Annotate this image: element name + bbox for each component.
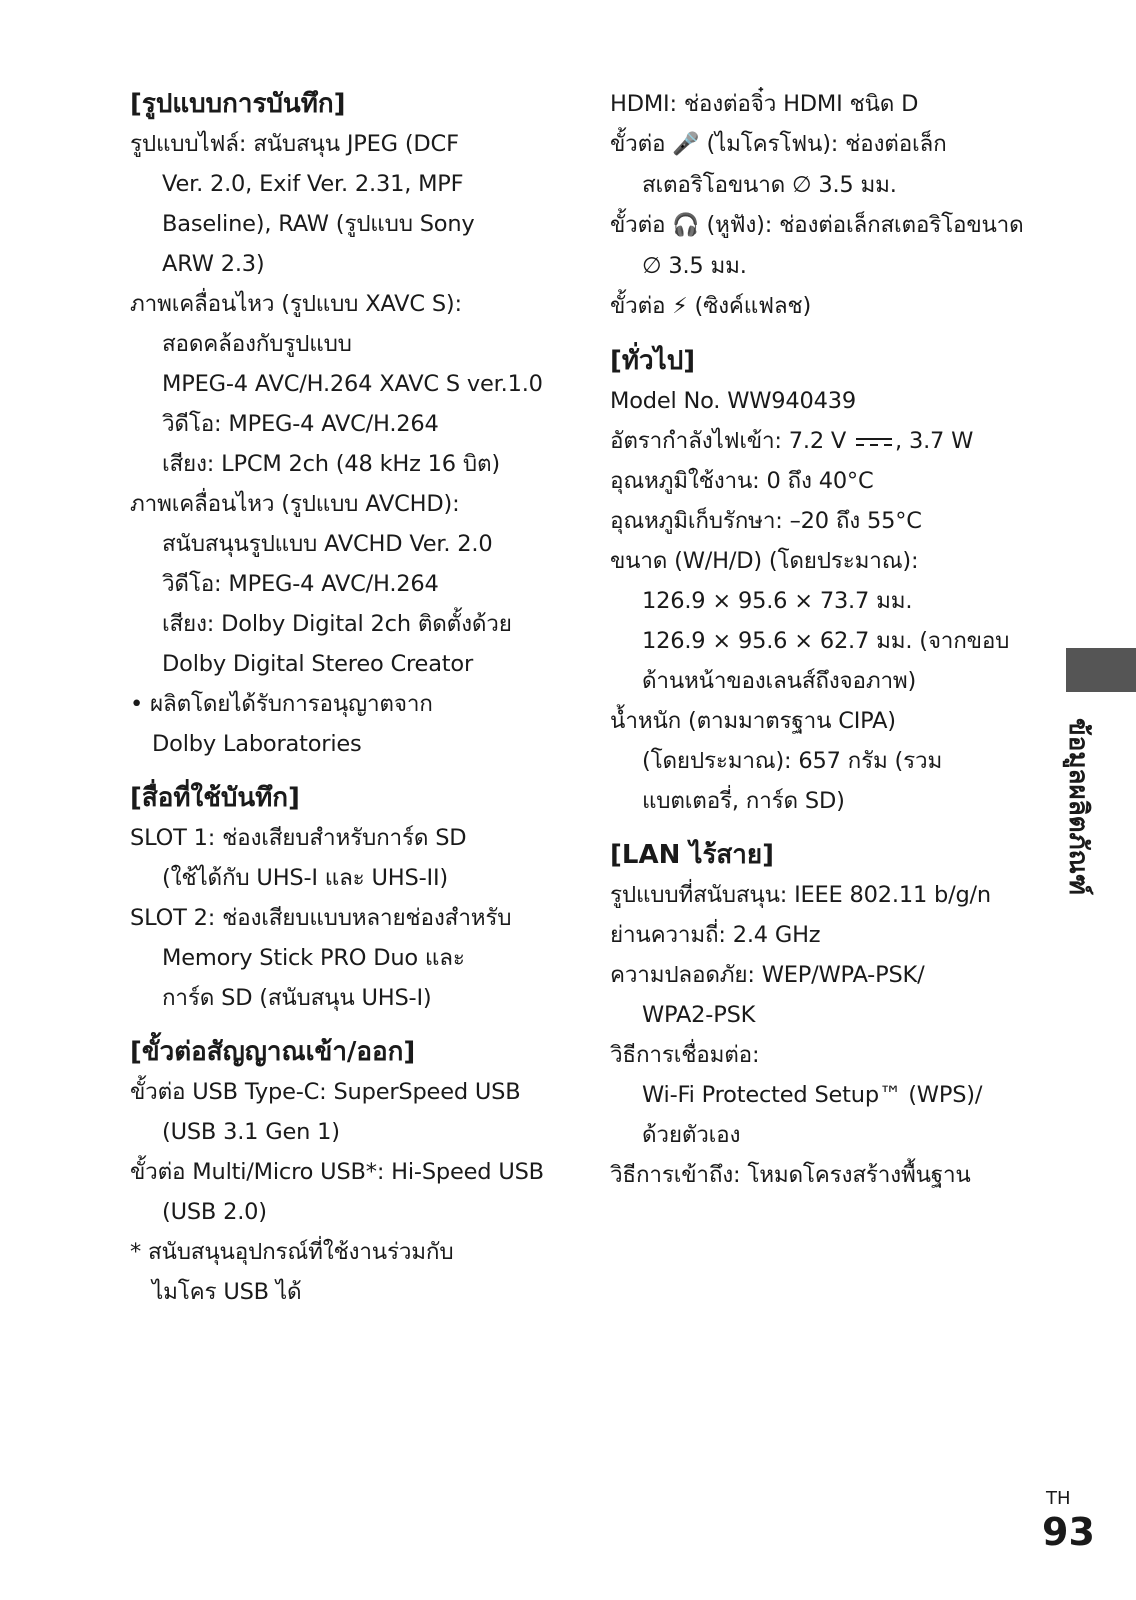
side-tab-marker bbox=[1066, 648, 1136, 692]
section-wireless-lan bbox=[610, 835, 1040, 1195]
section-heading: [รูปแบบการบันทึก] bbox=[130, 89, 346, 119]
spec-text: (หูฟัง): ช่องต่อเล็กสเตอริโอขนาด bbox=[706, 212, 1024, 238]
spec-line: ด้านหน้าของเลนส์ถึงจอภาพ) bbox=[642, 668, 917, 694]
right-column bbox=[610, 84, 1040, 1209]
section-io-terminals bbox=[130, 1032, 585, 1312]
spec-line: (ใช้ได้กับ UHS-I และ UHS-II) bbox=[162, 865, 448, 891]
spec-line: WPA2-PSK bbox=[642, 1002, 756, 1028]
spec-line: วิดีโอ: MPEG-4 AVC/H.264 bbox=[162, 411, 439, 437]
footnote-cont: ไมโคร USB ได้ bbox=[152, 1279, 302, 1305]
spec-line: ขั้วต่อ USB Type-C: SuperSpeed USB bbox=[130, 1079, 521, 1105]
spec-line bbox=[610, 421, 1040, 461]
spec-line: สเตอริโอขนาด ∅ 3.5 มม. bbox=[642, 172, 897, 198]
spec-line: วิดีโอ: MPEG-4 AVC/H.264 bbox=[162, 571, 439, 597]
spec-text: , 3.7 W bbox=[895, 428, 974, 454]
side-tab-label: ข้อมูลผลิตภัณฑ์ bbox=[1063, 718, 1093, 896]
spec-line: สนับสนุนรูปแบบ AVCHD Ver. 2.0 bbox=[162, 531, 493, 557]
spec-line: ความปลอดภัย: WEP/WPA-PSK/ bbox=[610, 962, 925, 988]
microphone-icon: 🎤 bbox=[672, 132, 700, 157]
page-number: 93 bbox=[1042, 1510, 1095, 1554]
spec-line: การ์ด SD (สนับสนุน UHS-I) bbox=[162, 985, 432, 1011]
spec-line: HDMI: ช่องต่อจิ๋ว HDMI ชนิด D bbox=[610, 91, 919, 117]
spec-line: ARW 2.3) bbox=[162, 251, 265, 277]
dc-power-icon bbox=[855, 436, 893, 448]
section-recording-format bbox=[130, 84, 585, 764]
section-recording-media bbox=[130, 778, 585, 1018]
spec-line: Model No. WW940439 bbox=[610, 388, 856, 414]
spec-line: Dolby Digital Stereo Creator bbox=[162, 651, 474, 677]
spec-text: ขั้วต่อ bbox=[610, 131, 666, 157]
spec-line: ∅ 3.5 มม. bbox=[642, 253, 747, 279]
bullet-note-cont: Dolby Laboratories bbox=[152, 731, 362, 757]
section-heading: [สื่อที่ใช้บันทึก] bbox=[130, 783, 300, 813]
spec-line bbox=[610, 124, 1040, 165]
spec-line: ขั้วต่อ Multi/Micro USB*: Hi-Speed USB bbox=[130, 1159, 544, 1185]
spec-line: Memory Stick PRO Duo และ bbox=[162, 945, 465, 971]
spec-line: (USB 2.0) bbox=[162, 1199, 267, 1225]
spec-line: วิธีการเข้าถึง: โหมดโครงสร้างพื้นฐาน bbox=[610, 1162, 971, 1188]
spec-line: เสียง: LPCM 2ch (48 kHz 16 บิต) bbox=[162, 451, 500, 477]
spec-text: (ซิงค์แฟลช) bbox=[694, 293, 812, 319]
spec-line: 126.9 × 95.6 × 62.7 มม. (จากขอบ bbox=[642, 628, 1010, 654]
spec-line: MPEG-4 AVC/H.264 XAVC S ver.1.0 bbox=[162, 371, 543, 397]
spec-line: แบตเตอรี่, การ์ด SD) bbox=[642, 788, 845, 814]
spec-line: อุณหภูมิใช้งาน: 0 ถึง 40°C bbox=[610, 468, 874, 494]
headphones-icon: 🎧 bbox=[672, 213, 700, 238]
section-heading: [ขั้วต่อสัญญาณเข้า/ออก] bbox=[130, 1037, 416, 1067]
spec-line: SLOT 1: ช่องเสียบสำหรับการ์ด SD bbox=[130, 825, 467, 851]
spec-line bbox=[610, 286, 1040, 327]
spec-line: อุณหภูมิเก็บรักษา: –20 ถึง 55°C bbox=[610, 508, 922, 534]
spec-line: Wi-Fi Protected Setup™ (WPS)/ bbox=[642, 1082, 983, 1108]
language-code: TH bbox=[1046, 1488, 1071, 1509]
spec-line: ขนาด (W/H/D) (โดยประมาณ): bbox=[610, 548, 919, 574]
spec-text: อัตรากำลังไฟเข้า: 7.2 V bbox=[610, 428, 847, 454]
spec-line: (USB 3.1 Gen 1) bbox=[162, 1119, 340, 1145]
spec-line: ด้วยตัวเอง bbox=[642, 1122, 741, 1148]
spec-line: ย่านความถี่: 2.4 GHz bbox=[610, 922, 821, 948]
spec-line: น้ำหนัก (ตามมาตรฐาน CIPA) bbox=[610, 708, 896, 734]
spec-line: Baseline), RAW (รูปแบบ Sony bbox=[162, 211, 475, 237]
left-column bbox=[130, 84, 585, 1326]
spec-line: (โดยประมาณ): 657 กรัม (รวม bbox=[642, 748, 943, 774]
spec-line: รูปแบบไฟล์: สนับสนุน JPEG (DCF bbox=[130, 131, 459, 157]
spec-text: ขั้วต่อ bbox=[610, 212, 666, 238]
section-heading: [ทั่วไป] bbox=[610, 346, 696, 376]
flash-icon: ⚡ bbox=[672, 294, 688, 319]
spec-line bbox=[610, 205, 1040, 246]
spec-line: สอดคล้องกับรูปแบบ bbox=[162, 331, 352, 357]
spec-line: รูปแบบที่สนับสนุน: IEEE 802.11 b/g/n bbox=[610, 882, 991, 908]
bullet-note: • ผลิตโดยได้รับการอนุญาตจาก bbox=[130, 691, 433, 717]
section-heading: [LAN ไร้สาย] bbox=[610, 840, 775, 870]
spec-line: เสียง: Dolby Digital 2ch ติดตั้งด้วย bbox=[162, 611, 512, 637]
section-general bbox=[610, 341, 1040, 821]
spec-line: 126.9 × 95.6 × 73.7 มม. bbox=[642, 588, 913, 614]
spec-line: ภาพเคลื่อนไหว (รูปแบบ XAVC S): bbox=[130, 291, 462, 317]
spec-text: ขั้วต่อ bbox=[610, 293, 666, 319]
spec-line: Ver. 2.0, Exif Ver. 2.31, MPF bbox=[162, 171, 464, 197]
spec-line: วิธีการเชื่อมต่อ: bbox=[610, 1042, 760, 1068]
spec-text: (ไมโครโฟน): ช่องต่อเล็ก bbox=[706, 131, 947, 157]
section-io-terminals-cont bbox=[610, 84, 1040, 327]
spec-line: SLOT 2: ช่องเสียบแบบหลายช่องสำหรับ bbox=[130, 905, 512, 931]
spec-line: ภาพเคลื่อนไหว (รูปแบบ AVCHD): bbox=[130, 491, 460, 517]
footnote: * สนับสนุนอุปกรณ์ที่ใช้งานร่วมกับ bbox=[130, 1239, 454, 1265]
